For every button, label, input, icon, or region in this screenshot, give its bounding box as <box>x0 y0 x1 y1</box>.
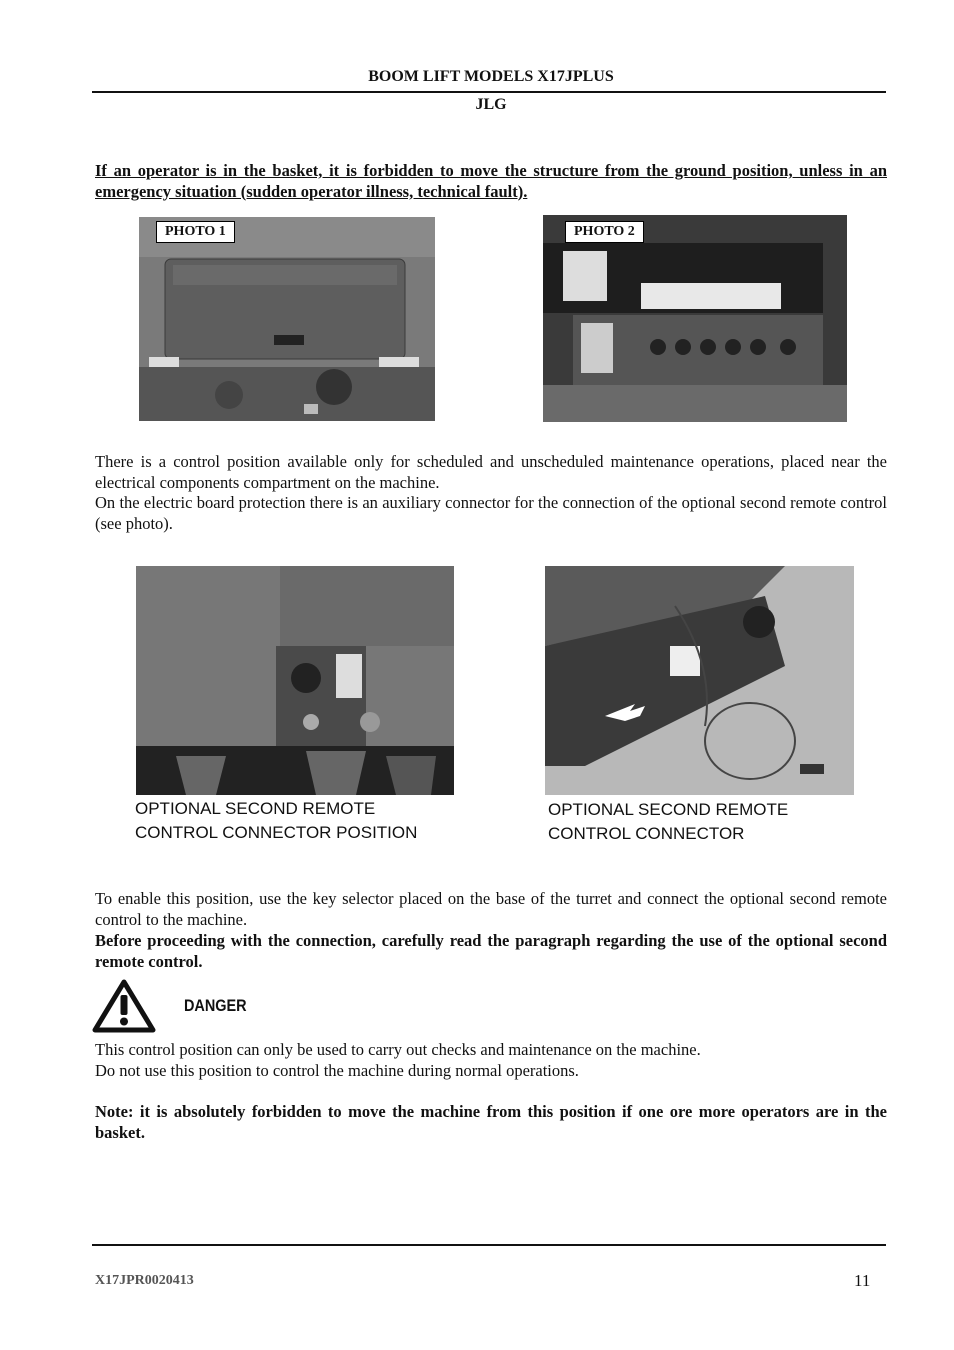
danger-label: DANGER <box>184 996 247 1015</box>
caption-right-line2: CONTROL CONNECTOR <box>548 824 745 843</box>
before-connection-text: Before proceeding with the connection, carefully read the paragraph regarding the use of the optional second remote control. <box>95 931 887 971</box>
caption-right-line1: OPTIONAL SECOND REMOTE <box>548 800 789 819</box>
document-title: BOOM LIFT MODELS X17JPLUS <box>368 68 614 85</box>
danger-text-line2: Do not use this position to control the machine during normal operations. <box>95 1061 579 1080</box>
caption-left-line1: OPTIONAL SECOND REMOTE <box>135 799 376 818</box>
header-rule <box>92 91 886 93</box>
photo-electrical-panel <box>543 215 847 422</box>
photo-3-image <box>136 566 454 795</box>
caption-left-line2: CONTROL CONNECTOR POSITION <box>135 823 418 842</box>
maintenance-position-text: There is a control position available only for scheduled and unscheduled maintenance operations, placed near the electrical components compartment on the machine. <box>95 452 887 492</box>
photo-connector-position <box>136 566 454 795</box>
document-code: X17JPR0020413 <box>95 1273 194 1288</box>
intro-warning: If an operator is in the basket, it is forbidden to move the structure from the ground position, unless in an emergency situation (sudden operator illness, technical fault). <box>95 161 887 201</box>
brand-name: JLG <box>475 96 507 113</box>
page-number: 11 <box>854 1271 871 1290</box>
photo-control-box <box>139 217 435 421</box>
photo-4-image <box>545 566 854 795</box>
photo-1-image <box>139 217 435 421</box>
footer-rule <box>92 1244 886 1246</box>
photo-1-label: PHOTO 1 <box>156 221 235 243</box>
warning-triangle-icon <box>92 979 156 1033</box>
photo-2-label: PHOTO 2 <box>565 221 644 243</box>
photo-connector-cable <box>545 566 854 795</box>
photo-2-image <box>543 215 847 422</box>
enable-position-text: To enable this position, use the key selector placed on the base of the turret and connect the optional second remote control to the machine. <box>95 889 887 929</box>
danger-text-line1: This control position can only be used to carry out checks and maintenance on the machine. <box>95 1040 701 1059</box>
auxiliary-connector-text: On the electric board protection there is an auxiliary connector for the connection of the optional second remote control (see photo). <box>95 493 887 533</box>
note-text: Note: it is absolutely forbidden to move the machine from this position if one ore more operators are in the basket. <box>95 1102 887 1142</box>
